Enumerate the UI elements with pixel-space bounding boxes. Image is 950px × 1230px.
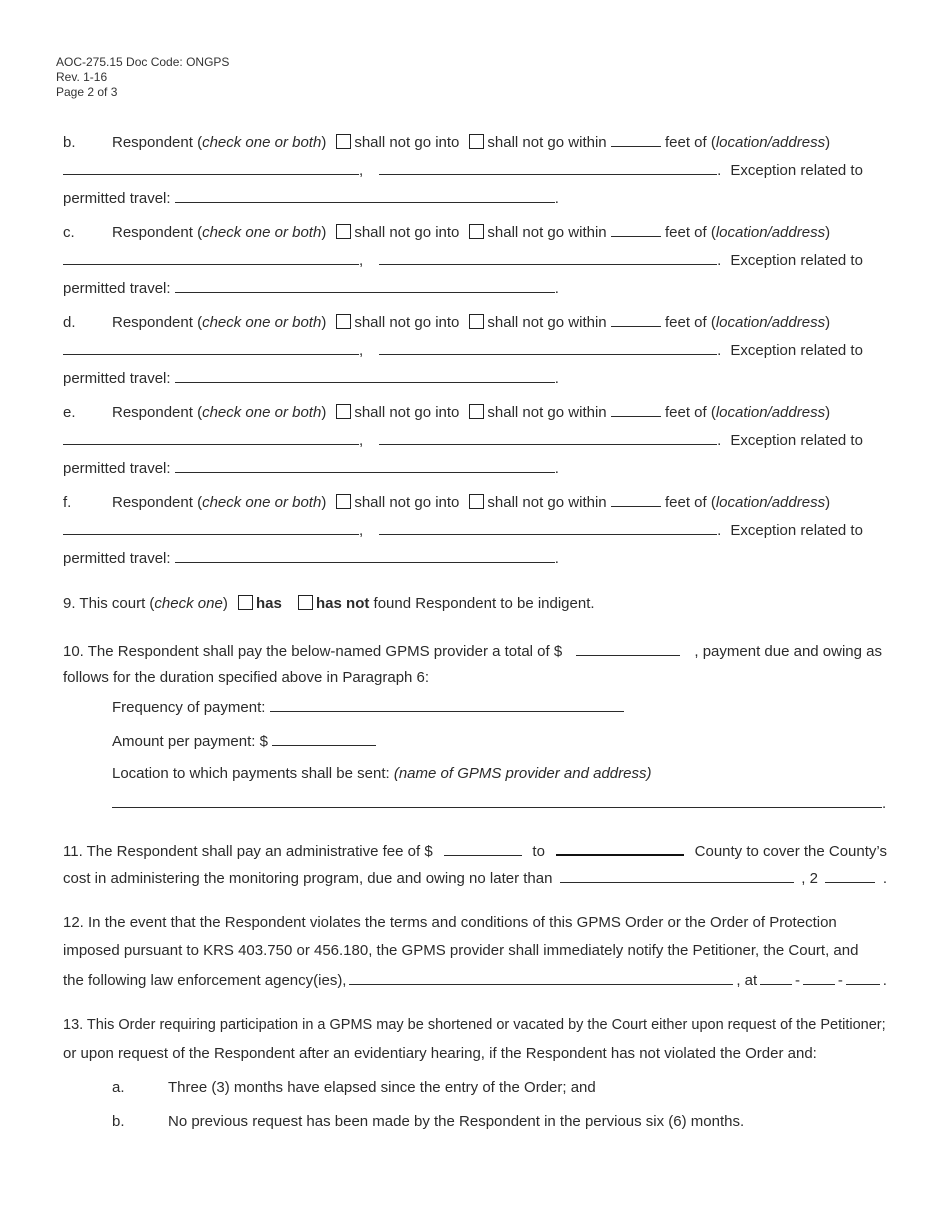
close-paren: ) xyxy=(321,314,327,331)
location-comma: , xyxy=(359,252,364,269)
permitted-travel-label: permitted travel: xyxy=(63,550,171,567)
restriction-line2 xyxy=(63,340,863,359)
shall-not-go-into-label: shall not go into xyxy=(354,494,460,511)
respondent-label: Respondent ( xyxy=(112,314,203,331)
restriction-line1 xyxy=(63,312,830,331)
frequency-label: Frequency of payment: xyxy=(112,699,266,716)
shall-not-go-within-label: shall not go within xyxy=(487,224,607,241)
location-comma: , xyxy=(359,432,364,449)
phone-line-field[interactable] xyxy=(846,970,880,985)
shall-not-go-within-label: shall not go within xyxy=(487,404,607,421)
distance-feet-field[interactable] xyxy=(611,132,661,147)
para11-line2-prefix: cost in administering the monitoring program, due and owing no later than xyxy=(63,870,553,887)
restriction-line1 xyxy=(63,492,830,511)
shall-not-go-into-label: shall not go into xyxy=(354,134,460,151)
check-one-or-both: check one or both xyxy=(202,224,322,241)
restriction-line2 xyxy=(63,250,863,269)
restriction-line3 xyxy=(63,458,559,477)
para12-period: . xyxy=(882,972,887,989)
location-period: . xyxy=(882,795,887,812)
shall-not-go-into-label: shall not go into xyxy=(354,404,460,421)
close-paren: ) xyxy=(321,494,327,511)
restriction-line1 xyxy=(63,132,830,151)
shall-not-go-into-label: shall not go into xyxy=(354,224,460,241)
close-paren: ) xyxy=(321,404,327,421)
restriction-line2 xyxy=(63,160,863,179)
location-field-1[interactable] xyxy=(63,430,359,445)
para13-item-b-letter: b. xyxy=(112,1113,125,1130)
para9-check-one: check one xyxy=(154,595,223,612)
exception-label: Exception related to xyxy=(730,342,863,359)
check-one-or-both: check one or both xyxy=(202,314,322,331)
para13-item-a-text: Three (3) months have elapsed since the entry of the Order; and xyxy=(168,1079,596,1096)
check-one-or-both: check one or both xyxy=(202,494,322,511)
feet-of-label: feet of ( xyxy=(664,494,716,511)
location-field-2[interactable] xyxy=(379,430,717,445)
permitted-travel-period: . xyxy=(554,370,559,387)
location-period: . xyxy=(717,252,722,269)
total-amount-field[interactable] xyxy=(576,641,680,656)
exception-label: Exception related to xyxy=(730,432,863,449)
restriction-line1 xyxy=(63,222,830,241)
restriction-line3 xyxy=(63,278,559,297)
para11-year-prefix: , 2 xyxy=(801,870,818,887)
exception-label: Exception related to xyxy=(730,252,863,269)
location-field-1[interactable] xyxy=(63,160,359,175)
location-address-label: location/address xyxy=(715,224,826,241)
permitted-travel-period: . xyxy=(554,460,559,477)
has-label: has xyxy=(255,595,282,612)
frequency-row xyxy=(112,697,624,716)
para13-item-b-text: No previous request has been made by the Respondent in the pervious six (6) months. xyxy=(168,1113,745,1130)
location-comma: , xyxy=(359,522,364,539)
due-date-field[interactable] xyxy=(560,868,794,883)
county-name-field[interactable] xyxy=(556,840,684,856)
restriction-line3 xyxy=(63,548,559,567)
paragraph-9 xyxy=(63,595,595,612)
location-address-label: location/address xyxy=(715,134,826,151)
location-close: ) xyxy=(825,314,831,331)
respondent-label: Respondent ( xyxy=(112,404,203,421)
paragraph-13-line1: 13. This Order requiring participation in a GPMS may be shortened or vacated by the Court either upon request of the Petitioner; xyxy=(63,1017,886,1033)
location-label: Location to which payments shall be sent: xyxy=(112,765,394,782)
feet-of-label: feet of ( xyxy=(664,134,716,151)
form-header xyxy=(56,55,229,100)
permitted-travel-period: . xyxy=(554,550,559,567)
permitted-travel-field[interactable] xyxy=(175,548,555,563)
restriction-line1 xyxy=(63,402,830,421)
form-revision: Rev. 1-16 xyxy=(56,70,108,84)
permitted-travel-period: . xyxy=(554,280,559,297)
shall-not-go-within-label: shall not go within xyxy=(487,314,607,331)
location-period: . xyxy=(717,342,722,359)
respondent-label: Respondent ( xyxy=(112,224,203,241)
restriction-letter: f. xyxy=(63,494,72,511)
respondent-label: Respondent ( xyxy=(112,134,203,151)
has-checkbox[interactable] xyxy=(238,595,253,610)
paragraph-13-line2: or upon request of the Respondent after an evidentiary hearing, if the Respondent has not violated the Order and: xyxy=(63,1045,817,1062)
paragraph-12-line2: imposed pursuant to KRS 403.750 or 456.180, the GPMS provider shall immediately notify the Petitioner, the Court, and xyxy=(63,942,859,959)
distance-feet-field[interactable] xyxy=(611,492,661,507)
restriction-line2 xyxy=(63,430,863,449)
location-field-2[interactable] xyxy=(379,520,717,535)
shall-not-go-into-label: shall not go into xyxy=(354,314,460,331)
location-address-label: location/address xyxy=(715,494,826,511)
shall-not-go-within-label: shall not go within xyxy=(487,494,607,511)
permitted-travel-label: permitted travel: xyxy=(63,370,171,387)
para10-line1-prefix: 10. The Respondent shall pay the below-named GPMS provider a total of $ xyxy=(63,643,563,660)
location-field-1[interactable] xyxy=(63,340,359,355)
paragraph-11-line1 xyxy=(63,840,887,860)
permitted-travel-label: permitted travel: xyxy=(63,280,171,297)
permitted-travel-field[interactable] xyxy=(175,458,555,473)
restriction-letter: d. xyxy=(63,314,76,331)
para11-period: . xyxy=(882,870,887,887)
location-comma: , xyxy=(359,342,364,359)
shall-not-go-into-checkbox[interactable] xyxy=(336,224,351,239)
restriction-line3 xyxy=(63,368,559,387)
feet-of-label: feet of ( xyxy=(664,314,716,331)
shall-not-go-into-checkbox[interactable] xyxy=(336,404,351,419)
location-line-row xyxy=(112,793,886,812)
has-not-label: has not xyxy=(316,595,370,612)
para12-line3-prefix: the following law enforcement agency(ies), xyxy=(63,972,347,989)
amount-label: Amount per payment: $ xyxy=(112,733,268,750)
location-close: ) xyxy=(825,404,831,421)
form-id: AOC-275.15 Doc Code: ONGPS xyxy=(56,55,230,69)
has-not-checkbox[interactable] xyxy=(298,595,313,610)
exception-label: Exception related to xyxy=(730,522,863,539)
para11-county-text: County to cover the County’s xyxy=(694,843,887,860)
shall-not-go-within-label: shall not go within xyxy=(487,134,607,151)
phone-dash-2: - xyxy=(837,972,843,989)
respondent-label: Respondent ( xyxy=(112,494,203,511)
location-hint: (name of GPMS provider and address) xyxy=(393,765,652,782)
amount-row xyxy=(112,731,376,750)
distance-feet-field[interactable] xyxy=(611,312,661,327)
para12-at: , at xyxy=(736,972,758,989)
location-period: . xyxy=(717,522,722,539)
check-one-or-both: check one or both xyxy=(202,404,322,421)
para13-item-a-letter: a. xyxy=(112,1079,125,1096)
para13-item-a xyxy=(112,1079,596,1096)
shall-not-go-within-checkbox[interactable] xyxy=(469,404,484,419)
location-period: . xyxy=(717,432,722,449)
shall-not-go-within-checkbox[interactable] xyxy=(469,134,484,149)
location-field-1[interactable] xyxy=(63,520,359,535)
check-one-or-both: check one or both xyxy=(202,134,322,151)
phone-dash-1: - xyxy=(795,972,801,989)
location-close: ) xyxy=(825,494,831,511)
location-comma: , xyxy=(359,162,364,179)
phone-area-field[interactable] xyxy=(760,970,792,985)
page-number: Page 2 of 3 xyxy=(56,85,118,99)
para9-close: ) xyxy=(222,595,228,612)
location-field-2[interactable] xyxy=(379,160,717,175)
permitted-travel-field[interactable] xyxy=(175,368,555,383)
phone-prefix-field[interactable] xyxy=(803,970,835,985)
distance-feet-field[interactable] xyxy=(611,222,661,237)
permitted-travel-field[interactable] xyxy=(175,188,555,203)
location-address-label: location/address xyxy=(715,404,826,421)
law-enforcement-agency-field[interactable] xyxy=(349,970,733,985)
paragraph-10-line2: follows for the duration specified above in Paragraph 6: xyxy=(63,669,430,686)
location-field-1[interactable] xyxy=(63,250,359,265)
restriction-letter: e. xyxy=(63,404,76,421)
shall-not-go-into-checkbox[interactable] xyxy=(336,134,351,149)
location-field-2[interactable] xyxy=(379,250,717,265)
due-year-field[interactable] xyxy=(825,868,875,883)
exception-label: Exception related to xyxy=(730,162,863,179)
para9-suffix: found Respondent to be indigent. xyxy=(369,595,595,612)
para11-line1-prefix: 11. The Respondent shall pay an administrative fee of $ xyxy=(63,843,433,860)
paragraph-12-line1: 12. In the event that the Respondent violates the terms and conditions of this GPMS Order or the Order of Protection xyxy=(63,914,837,931)
restriction-letter: c. xyxy=(63,224,75,241)
admin-fee-field[interactable] xyxy=(444,841,522,856)
location-row xyxy=(112,765,651,782)
close-paren: ) xyxy=(321,224,327,241)
shall-not-go-into-checkbox[interactable] xyxy=(336,494,351,509)
permitted-travel-label: permitted travel: xyxy=(63,190,171,207)
shall-not-go-within-checkbox[interactable] xyxy=(469,314,484,329)
close-paren: ) xyxy=(321,134,327,151)
restriction-letter: b. xyxy=(63,134,76,151)
para10-line1-suffix: , payment due and owing as xyxy=(694,643,882,660)
paragraph-10-line1 xyxy=(63,641,882,660)
frequency-field[interactable] xyxy=(270,697,624,712)
restriction-line2 xyxy=(63,520,863,539)
paragraph-11-line2 xyxy=(63,868,887,887)
location-address-label: location/address xyxy=(715,314,826,331)
feet-of-label: feet of ( xyxy=(664,404,716,421)
shall-not-go-into-checkbox[interactable] xyxy=(336,314,351,329)
para11-to: to xyxy=(532,843,545,860)
distance-feet-field[interactable] xyxy=(611,402,661,417)
location-close: ) xyxy=(825,224,831,241)
location-field-2[interactable] xyxy=(379,340,717,355)
paragraph-12-line3 xyxy=(63,970,887,989)
permitted-travel-label: permitted travel: xyxy=(63,460,171,477)
para13-item-b xyxy=(112,1113,744,1130)
para9-prefix: 9. This court ( xyxy=(63,595,155,612)
permitted-travel-field[interactable] xyxy=(175,278,555,293)
feet-of-label: feet of ( xyxy=(664,224,716,241)
provider-address-field[interactable] xyxy=(112,793,882,808)
restriction-line3 xyxy=(63,188,559,207)
permitted-travel-period: . xyxy=(554,190,559,207)
shall-not-go-within-checkbox[interactable] xyxy=(469,494,484,509)
location-period: . xyxy=(717,162,722,179)
shall-not-go-within-checkbox[interactable] xyxy=(469,224,484,239)
location-close: ) xyxy=(825,134,831,151)
amount-per-payment-field[interactable] xyxy=(272,731,376,746)
